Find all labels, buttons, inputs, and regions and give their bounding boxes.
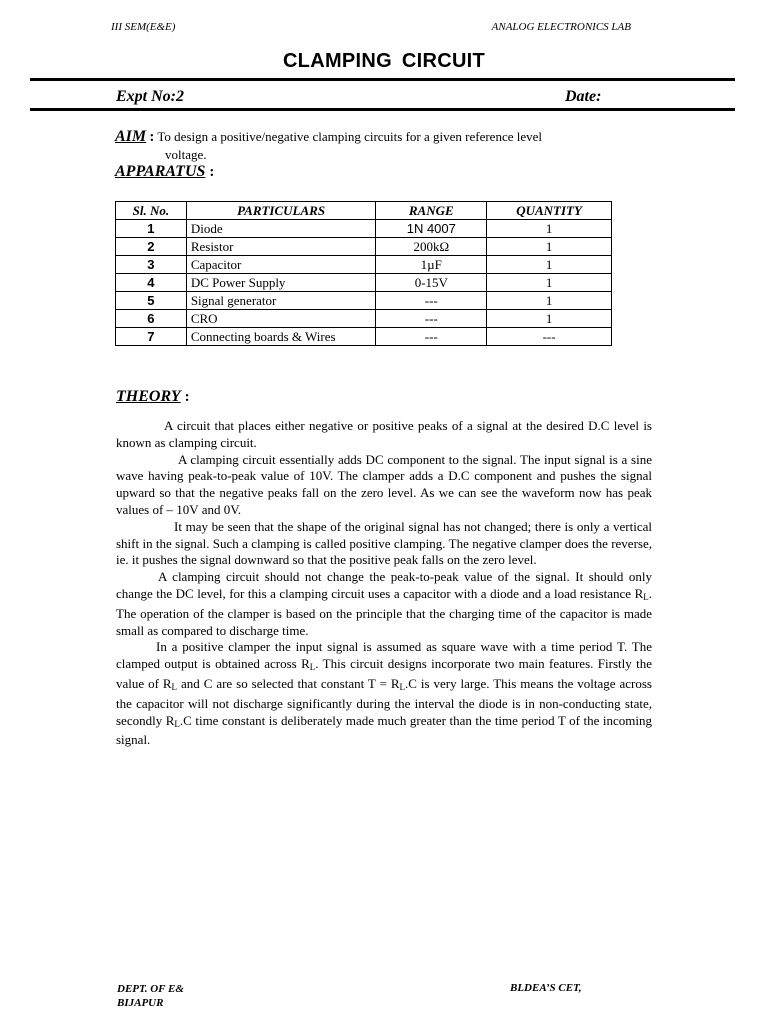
cell-range: --- — [376, 328, 487, 346]
aim-colon: : — [149, 129, 155, 145]
aim-label: AIM — [115, 128, 147, 145]
cell-slno: 5 — [116, 292, 187, 310]
cell-range: --- — [376, 292, 487, 310]
footer-city: BIJAPUR — [117, 997, 164, 1009]
cell-qty: 1 — [487, 292, 612, 310]
table-row — [116, 292, 612, 310]
top-divider — [30, 78, 735, 81]
table-row — [116, 310, 612, 328]
theory-paragraph: A clamping circuit should not change the peak-to-peak value of the signal. It should only change the DC level, for this a clamping circuit uses a capacitor with a diode and a load resistance $R_L$. The operation of the clamper is based on the principle that the charging time of the capacitor is made small as compared to discharge time. — [116, 569, 652, 638]
cell-particular: CRO — [186, 310, 376, 328]
theory-paragraph: It may be seen that the shape of the original signal has not changed; there is only a vertical shift in the signal. Such a clamping is called positive clamping. The negative clamper does the reverse, ie. it pushes the signal downward so that the positive peak falls on the zero level. — [116, 518, 652, 568]
cell-slno: 2 — [116, 238, 187, 256]
table-row — [116, 256, 612, 274]
table-row — [116, 220, 612, 238]
aim-text: To design a positive/negative clamping circuits for a given reference level — [157, 129, 542, 144]
cell-slno: 6 — [116, 310, 187, 328]
cell-slno: 1 — [116, 220, 187, 238]
footer-dept: DEPT. OF E& — [117, 983, 184, 995]
apparatus-colon: : — [209, 164, 215, 180]
cell-range: 1N 4007 — [376, 220, 487, 238]
cell-slno: 3 — [116, 256, 187, 274]
apparatus-heading — [115, 163, 214, 181]
cell-particular: DC Power Supply — [186, 274, 376, 292]
table-row — [116, 238, 612, 256]
cell-slno: 7 — [116, 328, 187, 346]
apparatus-table — [115, 201, 612, 346]
theory-paragraph: A clamping circuit essentially adds DC component to the signal. The input signal is a sine wave having peak-to-peak value of 10V. The clamper adds a D.C component and pushes the signal upward so that the negative peaks fall on the zero level. As we can see the waveform now has peak values of – 10V and 0V. — [116, 451, 652, 517]
cell-qty: --- — [487, 328, 612, 346]
theory-colon: : — [184, 389, 190, 405]
col-header-range: RANGE — [376, 202, 487, 220]
cell-qty: 1 — [487, 220, 612, 238]
cell-range: 1µF — [376, 256, 487, 274]
bottom-divider — [30, 108, 735, 111]
theory-paragraph: In a positive clamper the input signal is assumed as square wave with a time period T. The clamped output is obtained across $R_L$. This circuit designs incorporate two main features. Firstly the value of $R_L$ and C are so selected that constant $T = R_L.C$ is very large. This means the voltage across the capacitor will not discharge significantly during the interval the diode is in non-conducting state, secondly $R_L.C$ time constant is deliberately made much greater than the time period T of the incoming signal. — [116, 639, 652, 748]
header-left: III SEM(E&E) — [111, 21, 176, 33]
page-title: CLAMPING CIRCUIT — [282, 50, 486, 72]
expt-date: Date: — [565, 88, 602, 105]
apparatus-label: APPARATUS — [115, 163, 206, 180]
cell-qty: 1 — [487, 310, 612, 328]
cell-range: 200kΩ — [376, 238, 487, 256]
footer-left — [117, 982, 184, 1010]
cell-particular: Resistor — [186, 238, 376, 256]
expt-number: Expt No:2 — [116, 88, 184, 105]
col-header-particulars: PARTICULARS — [186, 202, 376, 220]
cell-particular: Diode — [186, 220, 376, 238]
cell-qty: 1 — [487, 274, 612, 292]
theory-paragraph: A circuit that places either negative or positive peaks of a signal at the desired D.C level is known as clamping circuit. — [116, 418, 652, 450]
footer-right: BLDEA’S CET, — [510, 982, 582, 994]
table-row — [116, 274, 612, 292]
cell-particular: Capacitor — [186, 256, 376, 274]
theory-label: THEORY — [116, 388, 181, 405]
table-header-row — [116, 202, 612, 220]
col-header-slno: Sl. No. — [116, 202, 187, 220]
header-right: ANALOG ELECTRONICS LAB — [491, 21, 631, 33]
cell-range: 0-15V — [376, 274, 487, 292]
cell-particular: Connecting boards & Wires — [186, 328, 376, 346]
col-header-quantity: QUANTITY — [487, 202, 612, 220]
theory-heading — [116, 388, 190, 406]
cell-qty: 1 — [487, 238, 612, 256]
aim-section — [115, 128, 542, 163]
cell-particular: Signal generator — [186, 292, 376, 310]
cell-qty: 1 — [487, 256, 612, 274]
aim-text-cont: voltage. — [165, 147, 207, 162]
table-row — [116, 328, 612, 346]
cell-range: --- — [376, 310, 487, 328]
theory-body — [116, 418, 652, 749]
cell-slno: 4 — [116, 274, 187, 292]
